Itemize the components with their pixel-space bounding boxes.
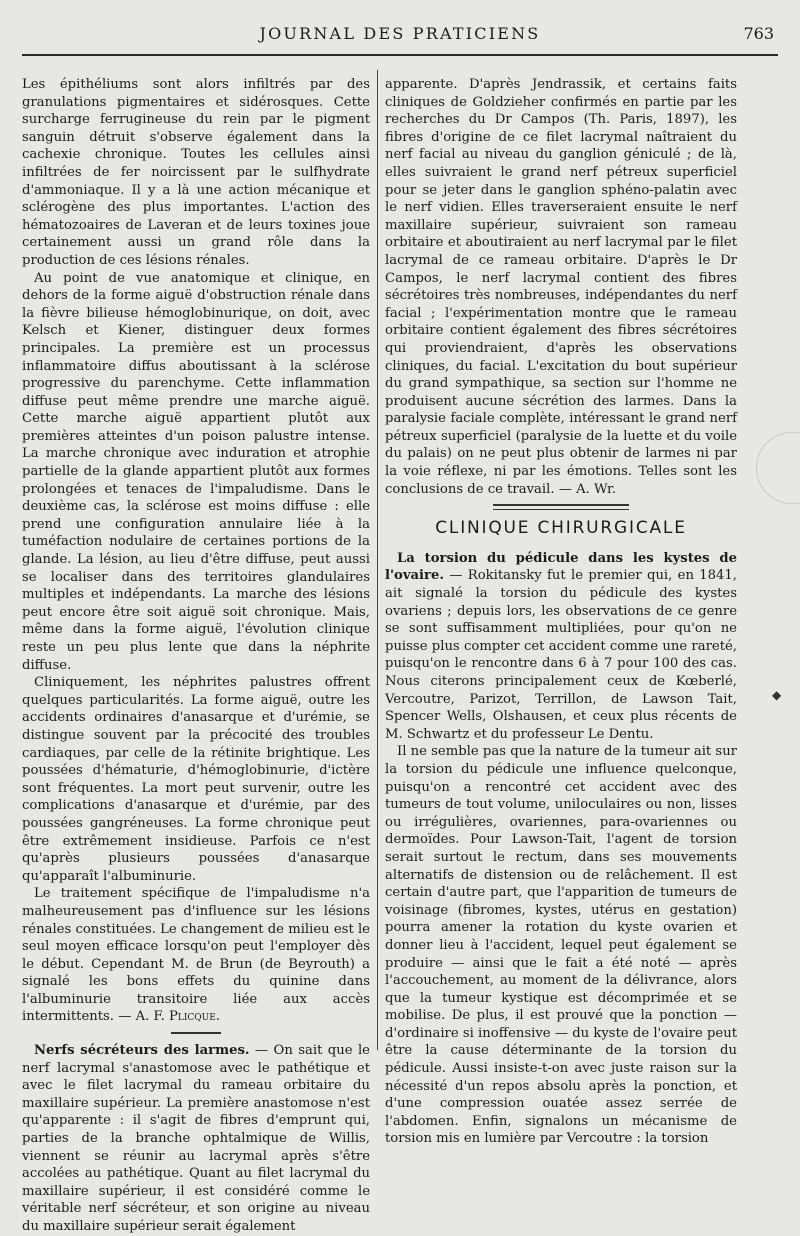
paragraph-tear-nerves	[22, 1042, 370, 1236]
header-rule	[22, 54, 778, 56]
paragraph-clinical-features: Cliniquement, les néphrites palustres offrent quelques particularités. La forme aiguë, outre les accidents ordinaires d'anasarque et d'urémie, se distingue souvent par la précocité des troubles cardiaques, par celle de la rétinite brightique. Les poussées d'hématurie, d'hémoglobinurie, d'ictère sont fréquentes. La mort peut survenir, outre les complications d'anasarque et d'urémie, par des poussées gangréneuses. La forme chronique peut être extrêmement insidieuse. Parfois ce n'est qu'après plusieurs poussées d'anasarque qu'apparaît l'albuminurie.	[22, 675, 370, 884]
paragraph-tear-nerves-continued: apparente. D'après Jendrassik, et certains faits cliniques de Goldzieher confirmés en partie par les recherches du Dr Campos (Th. Paris, 1897), les fibres d'origine de ce filet lacrymal naîtraient du nerf facial au niveau du ganglion géniculé ; de là, elles suivraient le grand nerf pétreux superficiel pour se jeter dans le ganglion sphéno-palatin avec le nerf vidien. Elles traverseraient ensuite le nerf maxillaire supérieur, suivraient son rameau orbitaire et aboutiraient au nerf lacrymal par le filet lacrymal de ce rameau orbitaire. D'après le Dr Campos, le nerf lacrymal contient des fibres sécrétoires très nombreuses, indépendantes du nerf facial ; l'expérimentation montre que le rameau orbitaire contient également des fibres sécrétoires qui proviendraient, d'après les observations cliniques, du facial. L'excitation du bout supérieur du grand sympathique, sa section sur l'homme ne produisent aucune sécrétion des larmes. Dans la paralysie faciale complète, intéressant le grand nerf pétreux superficiel (paralysie de la luette et du voile du palais) on ne peut plus obtenir de larmes ni par la voie réflexe, ni par les émotions. Telles sont les conclusions de ce travail. — A. Wr.	[385, 77, 737, 497]
article-lead-tear-nerves: Nerfs sécréteurs des larmes.	[34, 1043, 250, 1059]
paragraph-treatment	[22, 885, 370, 1026]
section-separator	[171, 1032, 221, 1034]
left-column	[22, 76, 370, 1236]
paragraph-ovarian-torsion	[385, 550, 737, 744]
library-stamp	[756, 432, 800, 504]
page-header	[22, 24, 778, 50]
running-title: JOURNAL DES PRATICIENS	[259, 24, 541, 43]
paragraph-anatomic-forms: Au point de vue anatomique et clinique, en dehors de la forme aiguë d'obstruction rénale dans la fièvre bilieuse hémoglobinurique, on doit, avec Kelsch et Kiener, distinguer deux formes principales. La première est un processus inflammatoire diffus aboutissant à la sclérose progressive du parenchyme. Cette inflammation diffuse peut même prendre une marche aiguë. Cette marche aiguë appartient plutôt aux premières atteintes d'un poison palustre intense. La marche chronique avec induration et atrophie partielle de la glande appartient plutôt aux formes prolongées et tenaces de l'impaludisme. Dans le deuxième cas, la sclérose est moins diffuse : elle prend une configuration annulaire liée à la tuméfaction nodulaire de certaines portions de la glande. La lésion, au lieu d'être diffuse, peut aussi se localiser dans des territoires glandulaires multiples et indépendants. La marche des lésions peut encore être soit aiguë soit chronique. Mais, même dans la forme aiguë, l'évolution clinique reste un peu plus lente que dans la néphrite diffuse.	[22, 270, 370, 673]
paragraph-epitheliums: Les épithéliums sont alors infiltrés par des granulations pigmentaires et sidérosques. Cette surcharge ferrugineuse du rein par le pigment sanguin détruit s'observe également dans la cachexie chronique. Toutes les cellules ainsi infiltrées de fer noircissent par le sulfhydrate d'ammoniaque. Il y a là une action mécanique et sclérogène des plus importantes. L'action des hématozoaires de Laveran et de leurs toxines joue certainement aussi un grand rôle dans la production de ces lésions rénales.	[22, 77, 370, 268]
page-number: 763	[743, 24, 774, 43]
margin-mark: ◆	[772, 688, 782, 702]
treatment-text: Le traitement spécifique de l'impaludisme n'a malheureusement pas d'influence sur les lésions rénales constituées. Le changement de milieu est le seul moyen efficace lorsqu'on peut l'employer dès le début. Cependant M. de Brun (de Beyrouth) a signalé les bons effets du quinine dans l'albuminurie transitoire liée aux accès intermittents.	[22, 886, 370, 1025]
tear-nerves-text: — On sait que le nerf lacrymal s'anastomose avec le pathétique et avec le filet lacrymal du rameau orbitaire du maxillaire supérieur. La première anastomose n'est qu'apparente : il s'agit de fibres d'emprunt qui, parties de la branche ophtalmique de Willis, viennent se réunir au lacrymal après s'être accolées au pathétique. Quant au filet lacrymal du maxillaire supérieur, il est considéré comme le véritable nerf sécréteur, et son origine au niveau du maxillaire supérieur serait également	[22, 1043, 370, 1234]
right-column	[385, 76, 737, 1148]
paragraph-torsion-causes: Il ne semble pas que la nature de la tumeur ait sur la torsion du pédicule une influence quelconque, puisqu'on a rencontré cet accident avec des tumeurs de tout volume, uniloculaires ou non, lisses ou irrégulières, ovariennes, para-ovariennes ou dermoïdes. Pour Lawson-Tait, l'agent de torsion serait surtout le rectum, dans ses mouvements alternatifs de distension ou de relâchement. Il est certain d'autre part, que l'apparition de tumeurs de voisinage (fibromes, kystes, utérus en gestation) pourra amener la rotation du kyste ovarien et donner lieu à l'accident, lequel peut également se produire — ainsi que le fait a été noté — après l'accouchement, au moment de la délivrance, alors que la tumeur kystique est décomprimée et se mobilise. De plus, il est prouvé que la ponction — d'ordinaire si inoffensive — du kyste de l'ovaire peut être la cause déterminante de la torsion du pédicule. Aussi insiste-t-on avec juste raison sur la nécessité d'un repos absolu après la ponction, et d'une compression ouatée assez serrée de l'abdomen. Enfin, signalons un mécanisme de torsion mis en lumière par Vercoutre : la torsion	[385, 744, 737, 1147]
column-divider	[377, 70, 378, 1050]
author-signature: — A. F. Plicque.	[118, 1009, 220, 1025]
section-title: CLINIQUE CHIRURGICALE	[435, 518, 687, 539]
ovarian-torsion-text: — Rokitansky fut le premier qui, en 1841, ait signalé la torsion du pédicule des kystes ovariens ; depuis lors, les observations de ce genre se sont suffisamment multipliées, pour qu'on ne puisse plus compter cet accident comme une rareté, puisqu'on le rencontre dans 6 à 7 pour 100 des cas. Nous citerons principalement ceux de Kœberlé, Vercoutre, Parizot, Terrillon, de Lawson Tait, Spencer Wells, Olshausen, et ceux plus récents de M. Schwartz et du professeur Le Dentu.	[385, 568, 737, 742]
article-lead-ovarian-torsion: La torsion du pédicule dans les kystes de l'ovaire.	[385, 550, 737, 584]
section-double-rule	[493, 504, 629, 510]
